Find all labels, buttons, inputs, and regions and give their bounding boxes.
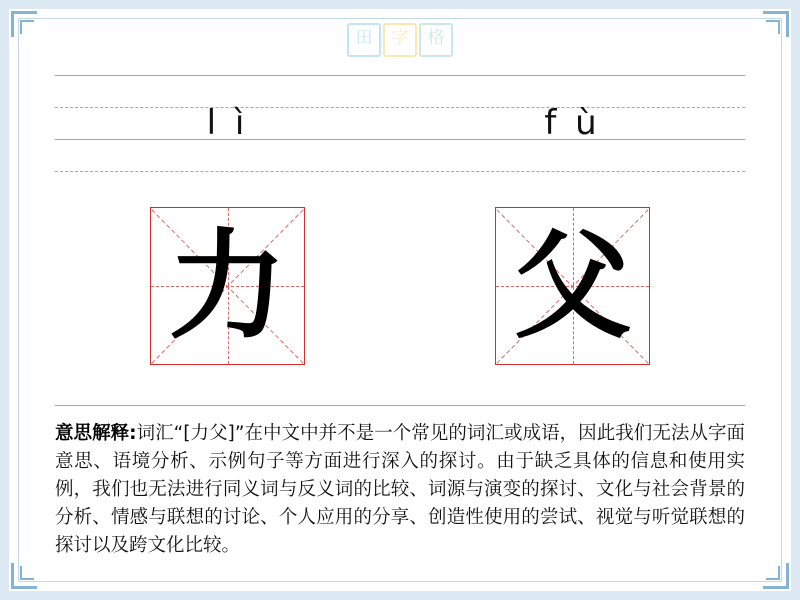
watermark-block-1: 田	[347, 23, 381, 57]
watermark-logo	[347, 23, 453, 57]
character-cell-2	[400, 205, 745, 367]
corner-ornament-bottom-right	[763, 563, 789, 589]
hanzi-character-1: 力	[168, 217, 287, 355]
corner-ornament-bottom-left	[11, 563, 37, 589]
staff-line-4	[55, 171, 745, 172]
pinyin-cell-2: f ù	[544, 103, 601, 143]
character-row	[55, 205, 745, 367]
corner-ornament-top-right	[763, 11, 789, 37]
character-cell-1	[55, 205, 400, 367]
tianzige-grid-1	[150, 207, 305, 365]
corner-ornament-top-left	[11, 11, 37, 37]
watermark-block-3: 格	[419, 23, 453, 57]
pinyin-staff	[55, 75, 745, 173]
pinyin-row	[55, 75, 745, 171]
hanzi-character-2: 父	[513, 217, 632, 355]
pinyin-cell-1: l ì	[206, 103, 249, 143]
explanation-label: 意思解释:	[55, 423, 137, 444]
explanation-text: 词汇“[力父]”在中文中并不是一个常见的词汇或成语，因此我们无法从字面意思、语境分析、示例句子等方面进行深入的探讨。由于缺乏具体的信息和使用实例，我们也无法进行同义词与反义词的比较、词源与演变的探讨、文化与社会背景的分析、情感与联想的讨论、个人应用的分享、创造性使用的尝试、视觉与听觉联想的探讨以及跨文化比较。	[55, 423, 745, 557]
tianzige-grid-2	[495, 207, 650, 365]
explanation-block	[55, 405, 745, 561]
watermark-block-2: 字	[383, 23, 417, 57]
